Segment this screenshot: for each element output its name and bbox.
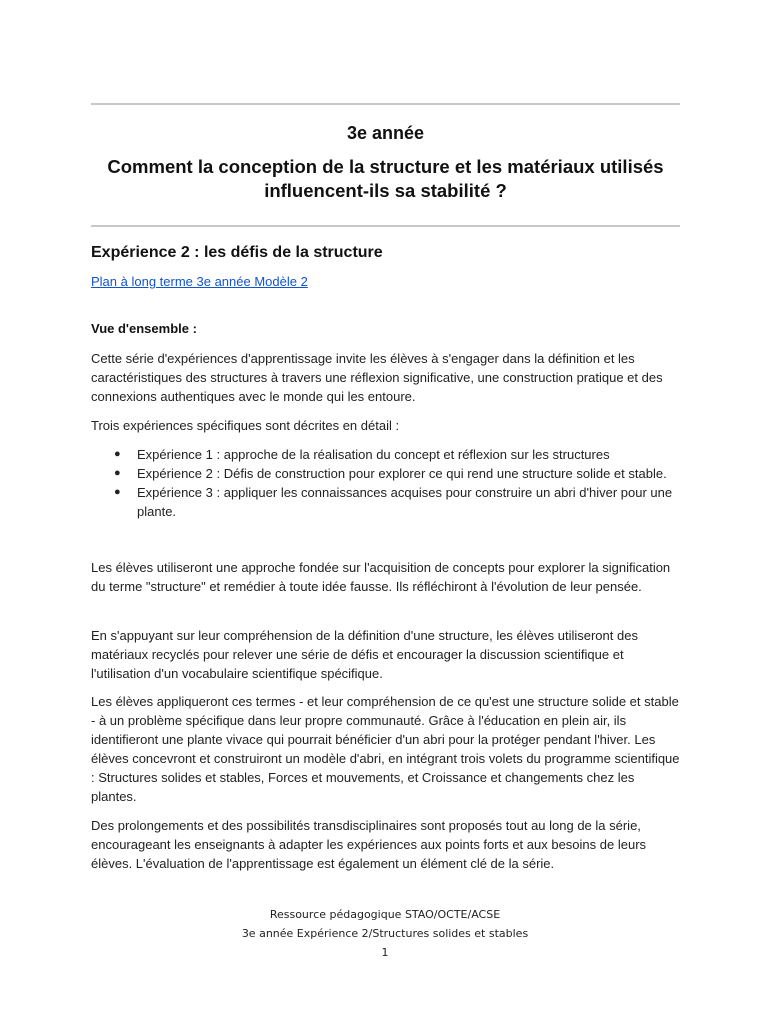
footer-source: Ressource pédagogique STAO/OCTE/ACSE <box>269 908 501 921</box>
bullet-icon: ● <box>114 486 121 498</box>
overview-intro-paragraph: Cette série d'expériences d'apprentissage invite les élèves à s'engager dans la définition et les caractéristiques des structures à travers une réflexion significative, une construction pratique et des connexions authentiques avec le monde qui les entoure. <box>91 351 663 404</box>
footer-subtitle: 3e année Expérience 2/Structures solides et stables <box>241 927 529 940</box>
body-paragraph: Les élèves appliqueront ces termes - et leur compréhension de ce qu'est une structure solide et stable - à un problème spécifique dans leur propre communauté. Grâce à l'éducation en plein air, ils identifieront une plante vivace qui pourrait bénéficier d'un abri pour la protéger pendant l'hiver. Les élèves concevront et construiront un modèle d'abri, en intégrant trois volets du programme scientifique : Structures solides et stables, Forces et mouvements, et Croissance et changements chez les plantes. <box>91 694 680 804</box>
long-term-plan-link[interactable]: Plan à long terme 3e année Modèle 2 <box>91 274 308 289</box>
list-item-text: Expérience 2 : Défis de construction pour explorer ce qui rend une structure solide et stable. <box>137 466 667 481</box>
grade-heading: 3e année <box>346 123 425 143</box>
list-item <box>91 445 680 464</box>
list-item <box>91 464 680 483</box>
list-item-text: Expérience 3 : appliquer les connaissances acquises pour construire un abri d'hiver pour une plante. <box>137 485 673 519</box>
three-experiences-intro: Trois expériences spécifiques sont décrites en détail : <box>91 418 400 433</box>
body-paragraph: Des prolongements et des possibilités transdisciplinaires sont proposés tout au long de la série, encourageant les enseignants à adapter les expériences aux points forts et aux besoins de leurs élèves. L'évaluation de l'apprentissage est également un élément clé de la série. <box>91 818 647 871</box>
experience-list <box>91 445 680 521</box>
bullet-icon: ● <box>114 448 121 460</box>
page-number: 1 <box>381 946 389 959</box>
list-item <box>91 483 680 521</box>
bullet-icon: ● <box>114 467 121 479</box>
document-title: Comment la conception de la structure et les matériaux utilisés influencent-ils sa stabilité ? <box>107 156 664 201</box>
body-paragraph: Les élèves utiliseront une approche fondée sur l'acquisition de concepts pour explorer la signification du terme "structure" et remédier à toute idée fausse. Ils réfléchiront à l'évolution de leur pensée. <box>91 560 671 594</box>
top-divider <box>91 103 680 105</box>
bottom-divider <box>91 225 680 227</box>
overview-heading: Vue d'ensemble : <box>91 321 197 336</box>
list-item-text: Expérience 1 : approche de la réalisation du concept et réflexion sur les structures <box>137 447 610 462</box>
body-paragraph: En s'appuyant sur leur compréhension de la définition d'une structure, les élèves utiliseront des matériaux recyclés pour relever une série de défis et encourager la discussion scientifique et l'utilisation d'un vocabulaire scientifique spécifique. <box>91 628 638 681</box>
section-title: Expérience 2 : les défis de la structure <box>91 244 383 261</box>
